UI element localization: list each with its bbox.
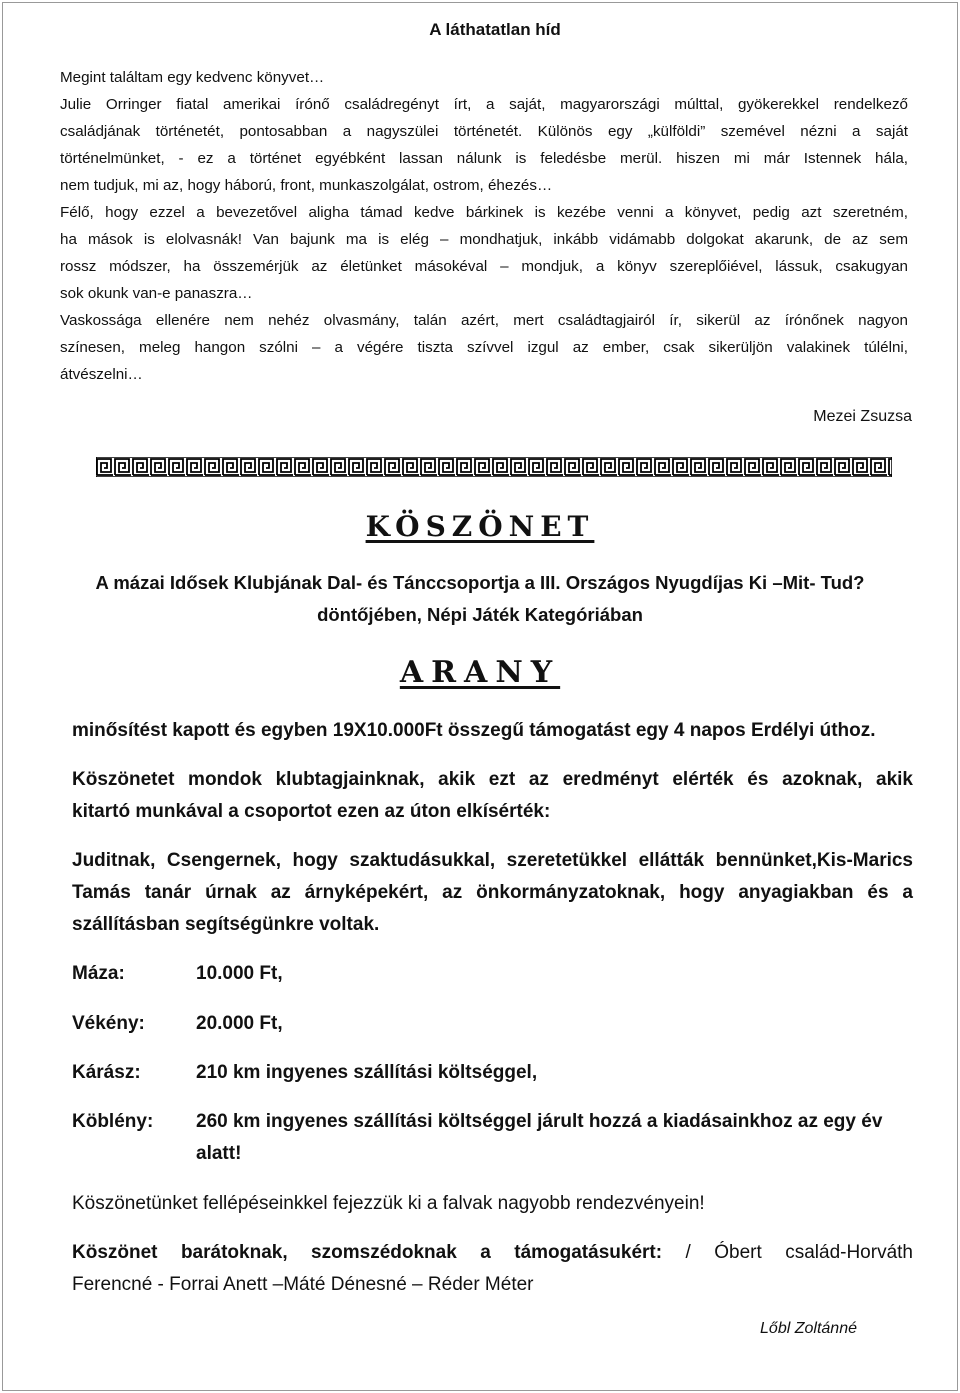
paragraph-line: Tamás tanár úrnak az árnyképekért, az önkormányzatoknak, hogy anyagiakban és a [72,882,913,903]
award-line: döntőjében, Népi Játék Kategóriában [317,604,643,625]
donor-place: Máza: [72,963,125,984]
review-line: rossz módszer, ha összemérjük az életünket másokéval – mondjuk, a könyv szereplőiével, lássuk, csakugyan [60,258,908,275]
review-signature: Mezei Zsuzsa [813,408,912,425]
paragraph-line: Köszönetet mondok klubtagjainknak, akik ezt az eredményt elérték és azoknak, akik [72,769,913,790]
closing-text: Köszönetünket fellépéseinkkel fejezzük ki a falvak nagyobb rendezvényein! [72,1193,705,1214]
review-line: ha mások is elolvasnák! Van bajunk ma is elég – mondhatjuk, inkább vidámabb dolgokat akarunk, de az sem [60,231,908,248]
article-title: A láthatatlan híd [429,20,561,39]
friends-paragraph [72,1237,913,1301]
donor-place: Köblény: [72,1111,154,1132]
review-line: történelmünket, - ez a történet egyébként lassan nálunk is feledésbe merül. hiszen mi már Istennek hála, [60,150,908,167]
paragraph-line: kitartó munkával a csoportot ezen az úton elkísérték: [72,801,551,822]
review-line: színesen, meleg hangon szólni – a végére tiszta szívvel izgul az ember, csak sikerüljön valakinek túlélni, [60,339,908,356]
donor-gift: 260 km ingyenes szállítási költséggel járult hozzá a kiadásainkhoz az egy év [196,1111,883,1132]
thanks-paragraph [72,764,913,828]
helpers-paragraph [72,845,913,941]
review-line: sok okunk van-e panaszra… [60,285,253,302]
review-line: Vaskossága ellenére nem nehéz olvasmány, talán azért, mert családtagjairól ír, sikerül az írónőnek nagyon [60,312,908,329]
donor-gift: 210 km ingyenes szállítási költséggel, [196,1062,538,1083]
author-signature: Lőbl Zoltánné [760,1320,857,1337]
paragraph-line: Juditnak, Csengernek, hogy szaktudásukkal, szeretetükkel ellátták bennünket,Kis-Marics [72,850,913,871]
donor-place: Vékény: [72,1013,145,1034]
paragraph-line [72,1237,913,1269]
thanks-heading: KÖSZÖNET [365,510,595,543]
qualification-text: minősítést kapott és egyben 19X10.000Ft összegű támogatást egy 4 napos Erdélyi úthoz. [72,720,876,741]
greek-key-border [96,457,892,477]
donor-place: Kárász: [72,1062,141,1083]
review-line: családjának történetét, pontosabban a nagyszülei történetét. Különös egy „külföldi” szemével nézni a saját [60,123,908,140]
review-line: Megint találtam egy kedvenc könyvet… [60,69,325,86]
donor-gift: 20.000 Ft, [196,1013,283,1034]
paragraph-line: szállításban segítségünkre voltak. [72,914,380,935]
review-line: Julie Orringer fiatal amerikai írónő családregényt írt, a saját, magyarországi múlttal, gyökerekkel rendelkező [60,96,908,113]
donor-gift-continued: alatt! [196,1143,242,1164]
review-line: átvészelni… [60,366,143,383]
donor-gift: 10.000 Ft, [196,963,283,984]
review-text [60,64,908,388]
paragraph-line: Ferencné - Forrai Anett –Máté Dénesné – Réder Méter [72,1274,534,1295]
friends-bold: Köszönet barátoknak, szomszédoknak a támogatásukért: [72,1242,663,1263]
award-word: ARANY [399,655,561,690]
friends-names: / Óbert család-Horváth [662,1242,913,1263]
review-line: Félő, hogy ezzel a bevezetővel aligha támad kedve bárkinek is kezébe venni a könyvet, pedig azt szeretném, [60,204,908,221]
award-line: A mázai Idősek Klubjának Dal- és Tánccsoportja a III. Országos Nyugdíjas Ki –Mit- Tud? [95,572,865,593]
review-line: nem tudjuk, mi az, hogy háború, front, munkaszolgálat, ostrom, éhezés… [60,177,553,194]
